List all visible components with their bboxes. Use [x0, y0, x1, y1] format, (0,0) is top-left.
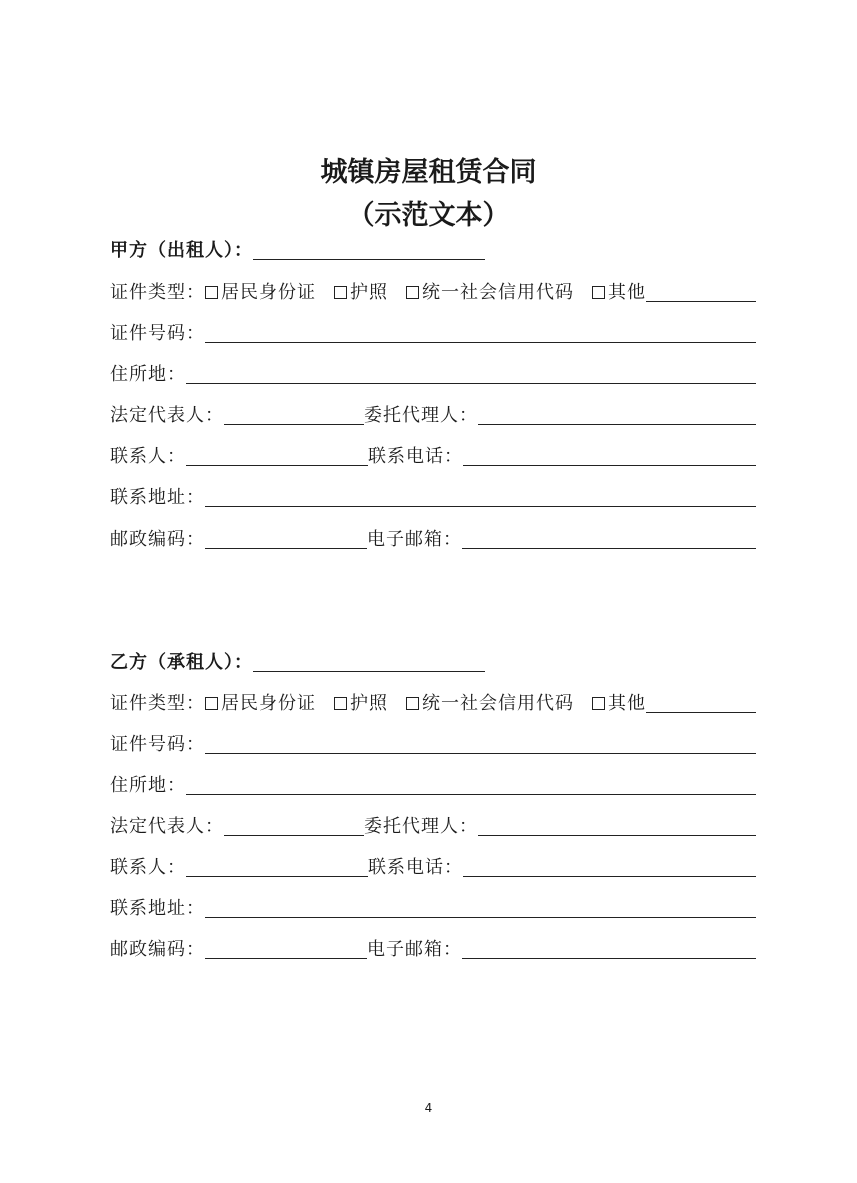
party-b-contact-row: [110, 855, 756, 879]
party-a-option-id-card[interactable]: 居民身份证: [205, 278, 316, 304]
party-b-address-field[interactable]: [186, 774, 756, 795]
page-number: 4: [424, 1101, 433, 1115]
party-a-postcode-row: [110, 527, 756, 551]
party-b-option-other[interactable]: 其他: [592, 689, 646, 715]
contract-title: 城镇房屋租赁合同: [320, 157, 537, 188]
checkbox-icon[interactable]: [592, 286, 605, 299]
party-a-phone-field[interactable]: [463, 445, 756, 466]
party-b-id-number-label: 证件号码：: [110, 734, 205, 755]
party-a-contact-address-row: [110, 485, 756, 509]
party-b-legal-rep-field[interactable]: [224, 815, 364, 836]
party-a-agent-field[interactable]: [478, 404, 756, 425]
party-b-id-number-field[interactable]: [205, 733, 756, 754]
party-b-postcode-field[interactable]: [205, 938, 367, 959]
party-b-option-id-card[interactable]: 居民身份证: [205, 689, 316, 715]
party-b-phone-label: 联系电话：: [368, 857, 463, 878]
party-b-contact-address-row: [110, 896, 756, 920]
party-b-contact-address-field[interactable]: [205, 897, 756, 918]
checkbox-icon[interactable]: [592, 697, 605, 710]
party-a-heading-row: [110, 238, 756, 262]
checkbox-icon[interactable]: [205, 697, 218, 710]
party-a-contact-label: 联系人：: [110, 446, 186, 467]
party-a-id-number-field[interactable]: [205, 322, 756, 343]
party-a-id-number-row: [110, 321, 756, 345]
party-a-rep-row: [110, 403, 756, 427]
checkbox-icon[interactable]: [406, 697, 419, 710]
party-b-contact-field[interactable]: [186, 856, 368, 877]
party-a-other-field[interactable]: [646, 281, 756, 302]
party-b-rep-row: [110, 814, 756, 838]
party-b-heading: 乙方（承租人）：: [110, 652, 253, 673]
party-a-option-other[interactable]: 其他: [592, 278, 646, 304]
party-a-id-number-label: 证件号码：: [110, 323, 205, 344]
party-a-id-type-row: [110, 280, 756, 304]
contract-subtitle: （示范文本）: [347, 200, 510, 231]
party-a-option-passport[interactable]: 护照: [334, 278, 388, 304]
party-a-email-field[interactable]: [462, 528, 756, 549]
party-b-agent-label: 委托代理人：: [364, 816, 478, 837]
party-b-other-field[interactable]: [646, 692, 756, 713]
party-a-phone-label: 联系电话：: [368, 446, 463, 467]
party-b-legal-rep-label: 法定代表人：: [110, 816, 224, 837]
party-a-agent-label: 委托代理人：: [364, 405, 478, 426]
party-a-address-label: 住所地：: [110, 364, 186, 385]
party-a-id-type-label: 证件类型：: [110, 282, 205, 303]
party-a-postcode-field[interactable]: [205, 528, 367, 549]
party-b-option-credit-code[interactable]: 统一社会信用代码: [406, 689, 574, 715]
party-a-option-credit-code[interactable]: 统一社会信用代码: [406, 278, 574, 304]
party-b-contact-address-label: 联系地址：: [110, 898, 205, 919]
party-b-email-label: 电子邮箱：: [367, 939, 462, 960]
party-b-email-field[interactable]: [462, 938, 756, 959]
party-b-phone-field[interactable]: [463, 856, 756, 877]
party-b-address-label: 住所地：: [110, 775, 186, 796]
checkbox-icon[interactable]: [334, 697, 347, 710]
party-a-name-field[interactable]: [253, 239, 485, 260]
party-a-contact-field[interactable]: [186, 445, 368, 466]
checkbox-icon[interactable]: [205, 286, 218, 299]
party-a-email-label: 电子邮箱：: [367, 529, 462, 550]
party-b-id-type-row: [110, 691, 756, 715]
party-b-id-number-row: [110, 732, 756, 756]
checkbox-icon[interactable]: [334, 286, 347, 299]
party-a-postcode-label: 邮政编码：: [110, 529, 205, 550]
party-b-option-passport[interactable]: 护照: [334, 689, 388, 715]
party-b-name-field[interactable]: [253, 651, 485, 672]
party-a-contact-address-label: 联系地址：: [110, 487, 205, 508]
party-b-heading-row: [110, 650, 756, 674]
party-a-address-row: [110, 362, 756, 386]
party-a-address-field[interactable]: [186, 363, 756, 384]
party-a-legal-rep-field[interactable]: [224, 404, 364, 425]
party-b-postcode-row: [110, 937, 756, 961]
party-b-postcode-label: 邮政编码：: [110, 939, 205, 960]
party-b-address-row: [110, 773, 756, 797]
party-b-contact-label: 联系人：: [110, 857, 186, 878]
party-b-agent-field[interactable]: [478, 815, 756, 836]
party-b-id-type-label: 证件类型：: [110, 693, 205, 714]
checkbox-icon[interactable]: [406, 286, 419, 299]
party-a-heading: 甲方（出租人）：: [110, 240, 253, 261]
party-a-contact-address-field[interactable]: [205, 486, 756, 507]
party-a-legal-rep-label: 法定代表人：: [110, 405, 224, 426]
party-a-contact-row: [110, 444, 756, 468]
